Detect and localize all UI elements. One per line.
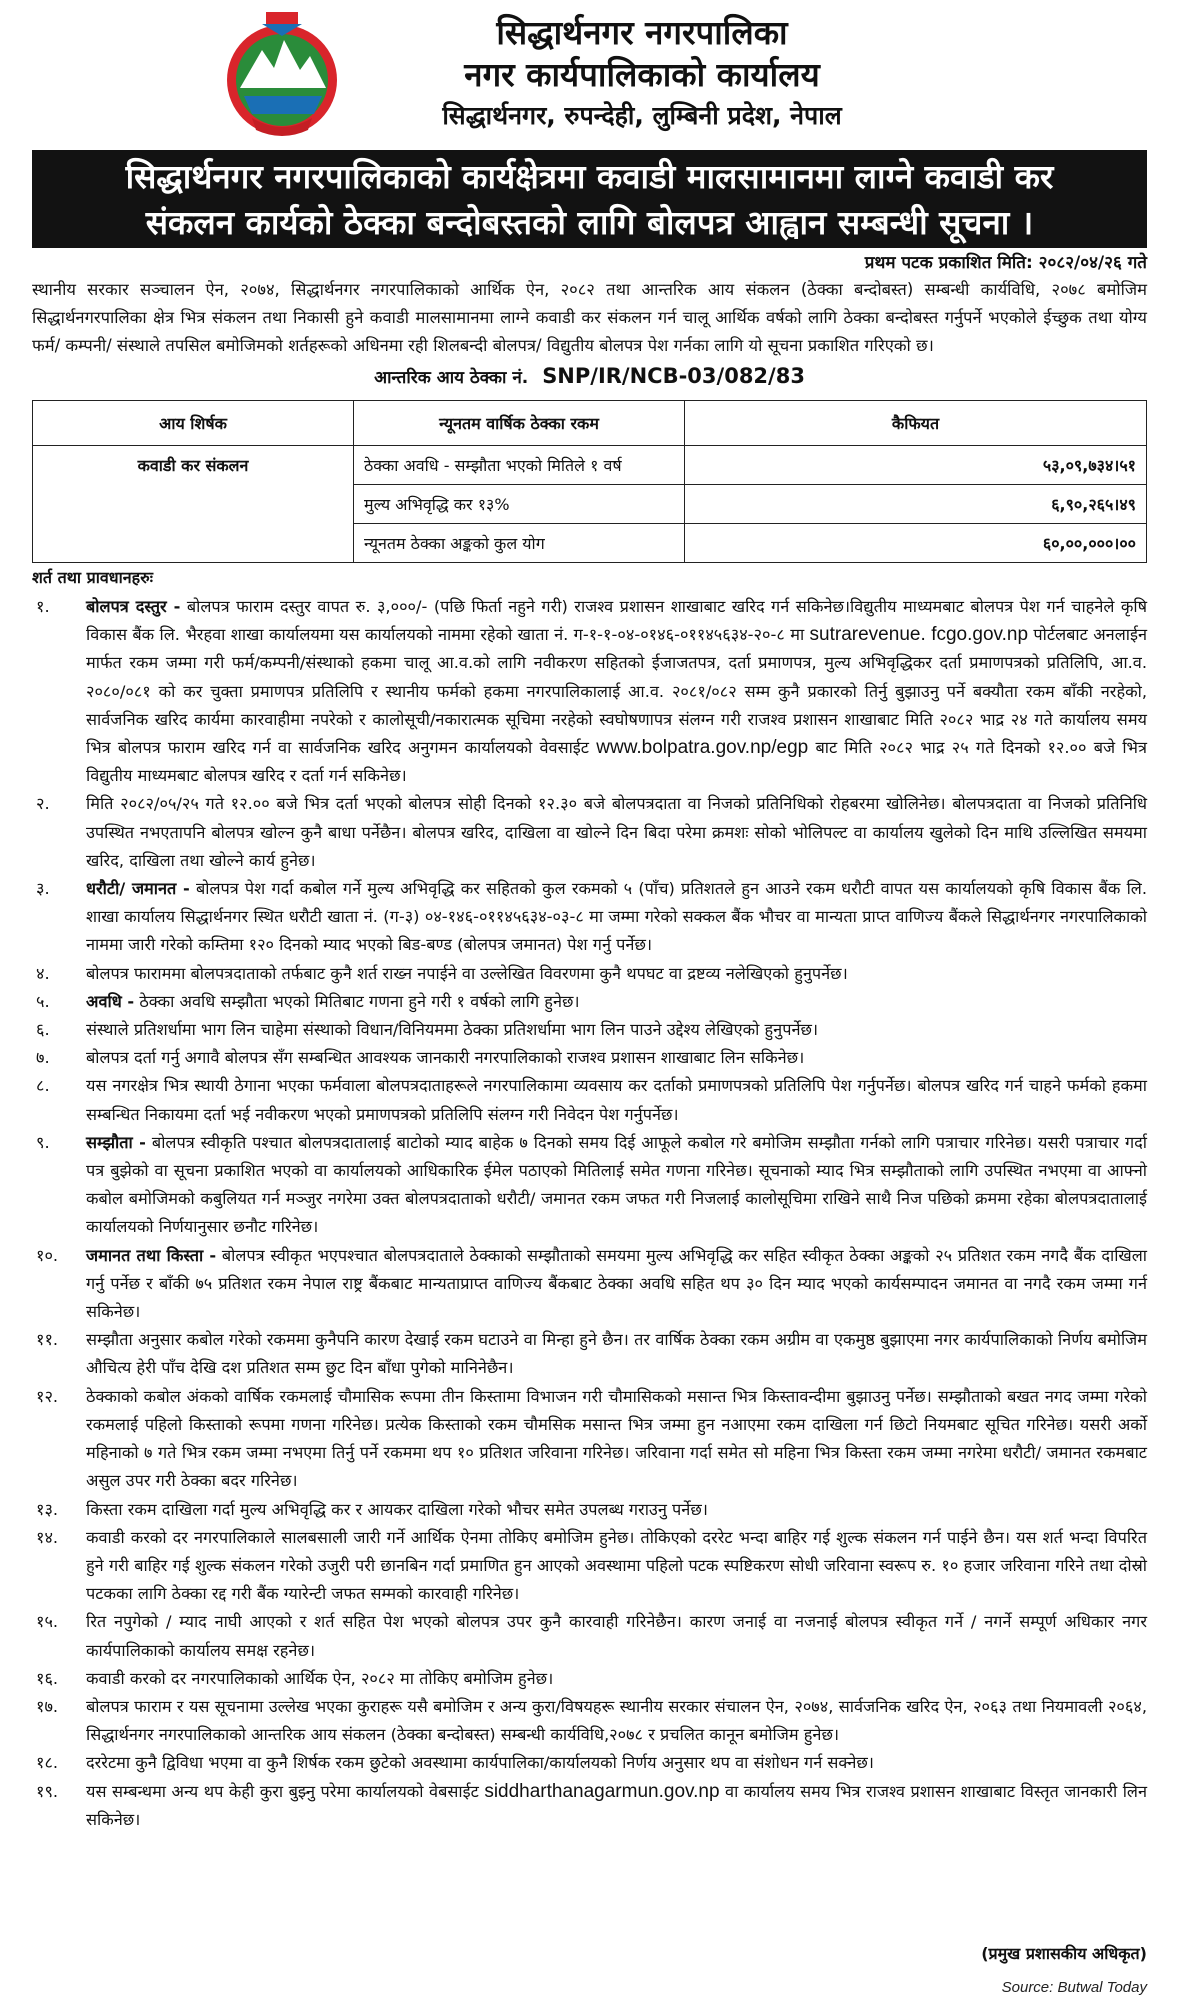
condition-body: संस्थाले प्रतिशर्धामा भाग लिन चाहेमा संस्थाको विधान/विनियममा ठेक्का प्रतिशर्धामा भाग लिन पाउने उद्देश्य लेखिएको हुनुपर्नेछ। (86, 1020, 819, 1040)
condition-number: ११. (36, 1330, 59, 1350)
notice-banner (32, 150, 1147, 248)
condition-text (86, 960, 1147, 988)
table-cell: ५३,०९,७३४।५१ (685, 446, 1147, 485)
contract-code: SNP/IR/NCB-03/082/83 (542, 364, 805, 388)
condition-body: ठेक्का अवधि सम्झौता भएको मितिबाट गणना हुने गरी १ वर्षको लागि हुनेछ। (134, 991, 580, 1011)
condition-text (86, 1016, 1147, 1044)
condition-body: वा कार्यालय समय भित्र राजश्व प्रशासन शाखाबाट विस्तृत जानकारी लिन सकिनेछ। (86, 1781, 1147, 1829)
condition-item (32, 1016, 1147, 1044)
condition-body: दररेटमा कुनै द्विविधा भएमा वा कुनै शिर्षक रकम छुटेको अवस्थामा कार्यपालिका/कार्यालयको निर्णय अनुसार थप वा संशोधन गर्न सक्नेछ। (86, 1753, 874, 1773)
condition-text (86, 1524, 1147, 1609)
table-header: कैफियत (685, 401, 1147, 446)
condition-item (32, 1665, 1147, 1693)
condition-number: ८. (36, 1076, 50, 1096)
intro-paragraph: स्थानीय सरकार सञ्चालन ऐन, २०७४, सिद्धार्थनगर नगरपालिकाको आर्थिक ऐन, २०८२ तथा आन्तरिक आय संकलन (ठेक्का बन्दोबस्त) सम्बन्धी कार्यविधि, २०७८ बमोजिम सिद्धार्थनगरपालिका क्षेत्र भित्र संकलन तथा निकासी हुने कवाडी मालसामानमा लाग्ने कवाडी कर संकलन गर्न चालू आर्थिक वर्षको लागि ठेक्का बन्दोबस्त गर्नुपर्ने भएकोले ईच्छुक तथा योग्य फर्म/ कम्पनी/ संस्थाले तपसिल बमोजिमको शर्तहरूको अधिनमा रही शिलबन्दी बोलपत्र/ विद्युतीय बोलपत्र पेश गर्नका लागि यो सूचना प्रकाशित गरिएको छ। (32, 280, 1147, 355)
office-subtitle: नगर कार्यपालिकाको कार्यालय (464, 55, 820, 94)
condition-body: सम्झौता अनुसार कबोल गरेको रकममा कुनैपनि कारण देखाई रकम घटाउने वा मिन्हा हुने छैन। तर वार्षिक ठेक्का रकम अग्रीम वा एकमुष्ठ बुझाएमा नगर कार्यपालिकाको निर्णय बमोजिम औचित्य हेरी पाँच देखि दश प्रतिशत सम्म छुट दिन बाँधा पुगेको मानिनेछैन। (86, 1330, 1147, 1378)
condition-body: बाट मिति २०८२ भाद्र २५ गते दिनको १२.०० बजे भित्र विद्युतीय माध्यमबाट बोलपत्र खरिद र दर्ता गर्न सकिनेछ। (86, 738, 1147, 786)
website-link[interactable]: www.bolpatra.gov.np/egp (596, 737, 809, 759)
office-title: सिद्धार्थनगर नगरपालिका (496, 13, 788, 52)
condition-text (86, 1693, 1147, 1749)
signature: (प्रमुख प्रशासकीय अधिकृत) (981, 1944, 1147, 1963)
nepal-emblem-icon (222, 10, 342, 140)
condition-item (32, 1383, 1147, 1496)
condition-item (32, 1044, 1147, 1072)
conditions-title: शर्त तथा प्रावधानहरुः (32, 568, 153, 587)
condition-number: १८. (36, 1753, 59, 1773)
table-cell: ६,९०,२६५।४९ (685, 485, 1147, 524)
condition-body: बोलपत्र फाराम दस्तुर वापत रु. ३,०००/- (पछि फिर्ता नहुने गरी) राजश्व प्रशासन शाखाबाट खरिद गर्न सकिनेछ।विद्युतीय माध्यमबाट बोलपत्र पेश गर्न चाहनेले कृषि विकास बैंक लि. भैरहवा शाखा कार्यालयमा यस कार्यालयको नाममा रहेको खाता नं. ग-१-१-०४-०१४६-०११४५६३४-२०-८ मा (86, 597, 1147, 645)
condition-text (86, 1129, 1147, 1242)
condition-item (32, 1242, 1147, 1327)
condition-number: १३. (36, 1499, 59, 1519)
table-row (33, 446, 1147, 485)
condition-text (86, 1665, 1147, 1693)
condition-heading: अवधि - (86, 991, 135, 1011)
condition-item (32, 790, 1147, 875)
condition-body: यस नगरक्षेत्र भित्र स्थायी ठेगाना भएका फर्मवाला बोलपत्रदाताहरूले नगरपालिकामा व्यवसाय कर दर्ताको प्रमाणपत्रको प्रतिलिपि पेश गर्नुपर्नेछ। बोलपत्र खरिद गर्न चाहने फर्मको हकमा सम्बन्धित निकायमा दर्ता भई नवीकरण भएको प्रमाणपत्रको प्रतिलिपि संलग्न गरी निवेदन पेश गर्नुपर्नेछ। (86, 1076, 1147, 1124)
condition-item (32, 1326, 1147, 1382)
condition-item (32, 875, 1147, 960)
condition-text (86, 1608, 1147, 1664)
condition-body: ठेक्काको कबोल अंकको वार्षिक रकमलाई चौमासिक रूपमा तीन किस्तामा विभाजन गरी चौमासिकको मसान्त भित्र किस्तावन्दीमा बुझाउनु पर्नेछ। सम्झौताको बखत नगद जम्मा गरेको रकमलाई पहिलो किस्ताको रूपमा गणना गरिनेछ। प्रत्येक किस्ताको रकम चौमसिक मसान्त भित्र जम्मा हुन नआएमा रकम दाखिला गर्न छिटो नियमबाट सूचित गरिनेछ। यसरी अर्को महिनाको ७ गते भित्र रकम जम्मा नभएमा तिर्नु पर्ने रकममा थप १० प्रतिशत जरिवाना गरिनेछ। जरिवाना गर्दा समेत सो महिना भित्र किस्ता रकम जम्मा नगरेमा धरौटी/ जमानत रकमबाट असुल उपर गरी ठेक्का बदर गरिनेछ। (86, 1386, 1147, 1491)
condition-item (32, 1608, 1147, 1664)
condition-heading: सम्झौता - (86, 1132, 146, 1152)
table-header: आय शिर्षक (33, 401, 354, 446)
table-cell: मुल्य अभिवृद्धि कर १३% (354, 485, 685, 524)
condition-number: १५. (36, 1612, 59, 1632)
condition-body: कवाडी करको दर नगरपालिकाको आर्थिक ऐन, २०८२ मा तोकिए बमोजिम हुनेछ। (86, 1668, 554, 1688)
condition-text (86, 593, 1147, 790)
condition-text (86, 1326, 1147, 1382)
banner-line-1: सिद्धार्थनगर नगरपालिकाको कार्यक्षेत्रमा कवाडी मालसामानमा लाग्ने कवाडी कर (125, 157, 1054, 196)
condition-number: १६. (36, 1668, 59, 1688)
condition-item (32, 1129, 1147, 1242)
condition-item (32, 593, 1147, 790)
condition-body: बोलपत्र फाराम र यस सूचनामा उल्लेख भएका कुराहरू यसै बमोजिम र अन्य कुरा/विषयहरू स्थानीय सरकार संचालन ऐन, २०७४, सार्वजनिक खरिद ऐन, २०६३ तथा नियमावली २०६४, सिद्धार्थनगर नगरपालिकाको आन्तरिक आय संकलन (ठेक्का बन्दोबस्त) सम्बन्धी कार्यविधि,२०७८ र प्रचलित कानून बमोजिम हुनेछ। (86, 1696, 1147, 1745)
website-link[interactable]: sutrarevenue. fcgo.gov.np (809, 624, 1029, 646)
condition-item (32, 1778, 1147, 1834)
condition-body: बोलपत्र स्वीकृति पश्चात बोलपत्रदातालाई बाटोको म्याद बाहेक ७ दिनको समय दिई आफूले कबोल गरे बमोजिम सम्झौता गर्नको लागि पत्राचार गरिनेछ। यसरी पत्राचार गर्दा पत्र बुझेको वा सूचना प्रकाशित भएको वा कार्यालयको आधिकारिक ईमेल पठाएको मितिलाई समेत गणना गरिनेछ। सूचनाको म्याद भित्र सम्झौताको लागि उपस्थित नभएमा वा आफ्नो कबोल बमोजिमको कबुलियत गर्न मञ्जुर नगरेमा उक्त बोलपत्रदाताको धरौटी/ जमानत रकम जफत गरी निजलाई कालोसूचिमा राखिने साथै निज पछिको क्रममा रहेका बोलपत्रदातालाई कार्यालयको निर्णयानुसार छनौट गरिनेछ। (86, 1132, 1148, 1237)
condition-body: किस्ता रकम दाखिला गर्दा मुल्य अभिवृद्धि कर र आयकर दाखिला गरेको भौचर समेत उपलब्ध गराउनु पर्नेछ। (86, 1499, 708, 1519)
condition-item (32, 1693, 1147, 1749)
condition-number: ४. (36, 963, 50, 983)
condition-heading: जमानत तथा किस्ता - (86, 1245, 217, 1265)
contract-table (32, 400, 1147, 563)
header (32, 0, 1147, 148)
publication-date: प्रथम पटक प्रकाशित मिति: २०८२/०४/२६ गते (864, 253, 1147, 273)
condition-number: १९. (36, 1781, 59, 1801)
condition-body: यस सम्बन्धमा अन्य थप केही कुरा बुझ्नु परेमा कार्यालयको वेबसाईट (86, 1781, 479, 1801)
condition-text (86, 790, 1147, 875)
table-header: न्यूनतम वार्षिक ठेक्का रकम (354, 401, 685, 446)
condition-item (32, 1524, 1147, 1609)
website-link[interactable]: siddharthanagarmun.gov.np (484, 1780, 720, 1802)
condition-text (86, 1383, 1147, 1496)
condition-number: १. (36, 597, 50, 616)
condition-body: बोलपत्र स्वीकृत भएपश्चात बोलपत्रदाताले ठेक्काको सम्झौताको समयमा मुल्य अभिवृद्धि कर सहित स्वीकृत ठेक्का अङ्कको २५ प्रतिशत रकम नगदै बैंक दाखिला गर्नु पर्नेछ र बाँकी ७५ प्रतिशत रकम नेपाल राष्ट्र बैंकबाट मान्यताप्राप्त वाणिज्य बैंकबाट ठेक्का अवधि सहित थप ३० दिन म्याद भएको कार्यसम्पादन जमानत वा नगदै रकम जम्मा गर्न सकिनेछ। (86, 1245, 1147, 1322)
condition-body: बोलपत्र फाराममा बोलपत्रदाताको तर्फबाट कुनै शर्त राख्न नपाईने वा उल्लेखित विवरणमा कुनै थपघट वा द्रष्टव्य नलेखिएको हुनुपर्नेछ। (86, 963, 848, 983)
condition-text (86, 1778, 1147, 1834)
condition-item (32, 1496, 1147, 1524)
condition-number: १२. (36, 1386, 59, 1406)
table-cell: ६०,००,०००।०० (685, 524, 1147, 563)
contract-label: आन्तरिक आय ठेक्का नं. (374, 368, 529, 388)
banner-line-2: संकलन कार्यको ठेक्का बन्दोबस्तको लागि बोलपत्र आह्वान सम्बन्धी सूचना । (145, 203, 1034, 242)
condition-number: १०. (36, 1245, 59, 1265)
notice-page (32, 0, 1148, 1996)
condition-item (32, 960, 1147, 988)
condition-text (86, 1072, 1147, 1128)
condition-body: पोर्टलबाट अनलाईन मार्फत रकम जम्मा गरी फर्म/कम्पनी/संस्थाको हकमा चालू आ.व.को लागि नवीकरण सहितको ईजाजतपत्र, दर्ता प्रमाणपत्र, मुल्य अभिवृद्धिकर दर्ता प्रमाणपत्रको प्रतिलिपि, आ.व. २०८०/०८१ को कर चुक्ता प्रमाणपत्र प्रतिलिपि र स्थानीय फर्मको हकमा नगरपालिकालाई आ.व. २०८१/०८२ सम्म कुनै प्रकारको तिर्नु बुझाउनु पर्ने बक्यौता रकम बाँकी नरहेको, सार्वजनिक खरिद कार्यमा कारवाहीमा नपरेको र कालोसूची/नकारात्मक सूचिमा नरहेको स्वघोषणापत्र संलग्न गरी राजश्व प्रशासन शाखाबाट मिति २०८२ भाद्र २४ गते कार्यालय समय भित्र बोलपत्र फाराम खरिद गर्न वा सार्वजनिक खरिद अनुगमन कार्यालयको वेवसाईट (86, 625, 1147, 758)
condition-text (86, 875, 1147, 960)
condition-text (86, 988, 1147, 1016)
condition-item (32, 1749, 1147, 1777)
condition-number: ३. (36, 879, 50, 899)
source-credit: Source: Butwal Today (1001, 1979, 1147, 1996)
office-address: सिद्धार्थनगर, रुपन्देही, लुम्बिनी प्रदेश, नेपाल (442, 101, 842, 130)
table-header-row (33, 401, 1147, 446)
condition-text (86, 1749, 1147, 1777)
table-cell: न्यूनतम ठेक्का अङ्कको कुल योग (354, 524, 685, 563)
condition-body: रित नपुगेको / म्याद नाघी आएको र शर्त सहित पेश भएको बोलपत्र उपर कुनै कारवाही गरिनेछैन। कारण जनाई वा नजनाई बोलपत्र स्वीकृत गर्ने / नगर्ने सम्पूर्ण अधिकार नगर कार्यपालिकाको कार्यालय समक्ष रहनेछ। (86, 1612, 1147, 1660)
condition-item (32, 1072, 1147, 1128)
condition-text (86, 1496, 1147, 1524)
condition-body: बोलपत्र दर्ता गर्नु अगावै बोलपत्र सँग सम्बन्धित आवश्यक जानकारी नगरपालिकाको राजश्व प्रशासन शाखाबाट लिन सकिनेछ। (86, 1048, 805, 1068)
condition-number: २. (36, 794, 50, 814)
condition-number: ६. (36, 1020, 50, 1040)
condition-item (32, 988, 1147, 1016)
condition-number: ५. (36, 991, 50, 1011)
condition-text (86, 1044, 1147, 1072)
contract-number (32, 364, 1147, 388)
income-head-cell: कवाडी कर संकलन (33, 446, 354, 563)
condition-text (86, 1242, 1147, 1327)
condition-body: बोलपत्र पेश गर्दा कबोल गर्ने मुल्य अभिवृद्धि कर सहितको कुल रकमको ५ (पाँच) प्रतिशतले हुन आउने रकम धरौटी वापत यस कार्यालयको कृषि विकास बैंक लि. शाखा कार्यालय सिद्धार्थनगर स्थित धरौटी खाता नं. (ग-३) ०४-१४६-०११४५६३४-०३-८ मा जम्मा गरेको सक्कल बैंक भौचर वा मान्यता प्राप्त वाणिज्य बैंकले सिद्धार्थनगर नगरपालिकाको नाममा जारी गरेको कम्तिमा १२० दिनको म्याद भएको बिड-बण्ड (बोलपत्र जमानत) पेश गर्नु पर्नेछ। (86, 879, 1148, 955)
condition-heading: धरौटी/ जमानत - (86, 879, 190, 899)
condition-number: ९. (36, 1132, 50, 1152)
condition-body: कवाडी करको दर नगरपालिकाले सालबसाली जारी गर्ने आर्थिक ऐनमा तोकिए बमोजिम हुनेछ। तोकिएको दररेट भन्दा बाहिर गई शुल्क संकलन गर्न पाईने छैन। यस शर्त भन्दा विपरित हुने गरी बाहिर गई शुल्क संकलन गरेको उजुरी परी छानबिन गर्दा प्रमाणित हुन आएको अवस्थामा पहिलो पटक स्पष्टिकरण सोधी जरिवाना स्वरूप रु. १० हजार जरिवाना गरिने तथा दोस्रो पटकका लागि ठेक्का रद्द गरी बैंक ग्यारेन्टी जफत सम्मको कारवाही गरिनेछ। (86, 1527, 1147, 1604)
condition-number: १४. (36, 1527, 59, 1547)
condition-number: ७. (36, 1048, 50, 1068)
condition-heading: बोलपत्र दस्तुर - (86, 597, 181, 616)
condition-body: मिति २०८२/०५/२५ गते १२.०० बजे भित्र दर्ता भएको बोलपत्र सोही दिनको १२.३० बजे बोलपत्रदाता वा निजको प्रतिनिधिको रोहबरमा खोलिनेछ। बोलपत्रदाता वा निजको प्रतिनिधि उपस्थित नभएतापनि बोलपत्र खोल्न कुनै बाधा पर्नेछैन। बोलपत्र खरिद, दाखिला वा खोल्ने दिन बिदा परेमा क्रमशः सोको भोलिपल्ट वा कार्यालय खुलेको दिन माथि उल्लिखित समयमा खरिद, दाखिला तथा खोल्ने कार्य हुनेछ। (86, 794, 1147, 870)
conditions-list (32, 593, 1147, 1834)
condition-number: १७. (36, 1696, 59, 1716)
table-cell: ठेक्का अवधि - सम्झौता भएको मितिले १ वर्ष (354, 446, 685, 485)
